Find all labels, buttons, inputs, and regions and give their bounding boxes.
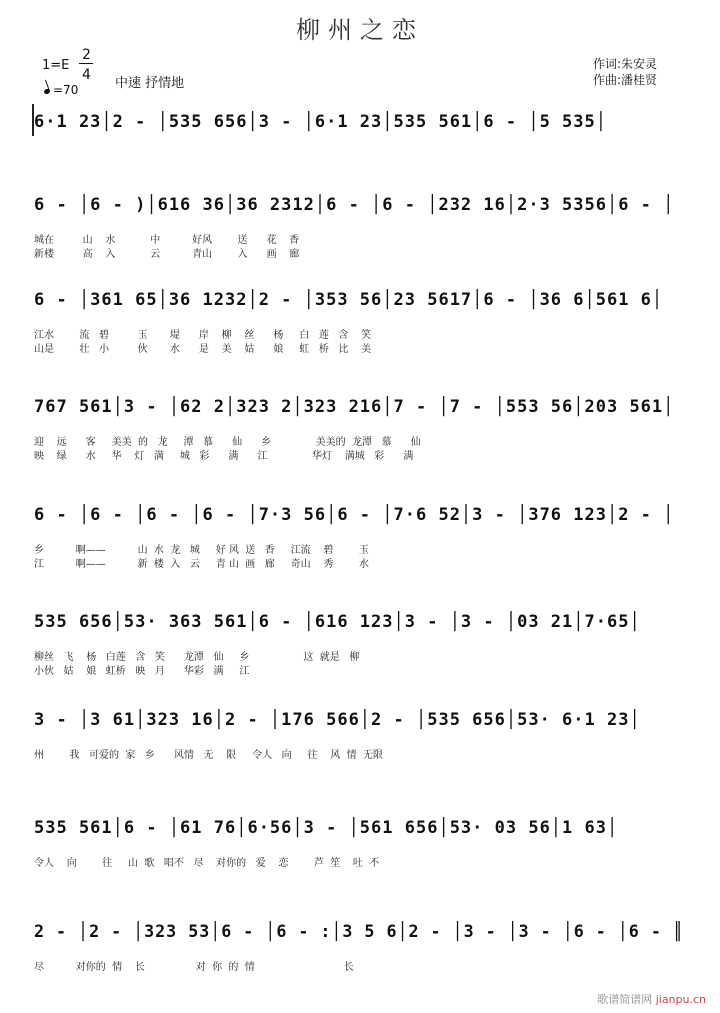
notation-line: 6 - │361 65│36 1232│2 - │353 56│23 5617│6 - │36 6│561 6│ (34, 290, 664, 310)
lyrics-verse-2: 小伙 姑 娘 虹桥 映 月 华彩 满 江 (34, 666, 250, 677)
lyrics-verse-1: 州 我 可爱的 家 乡 风情 无 限 令人 向 往 风 情 无限 (34, 750, 383, 761)
watermark-url: jianpu.cn (655, 993, 706, 1006)
watermark-site: 歌谱简谱网 (597, 993, 653, 1006)
score-row (34, 112, 694, 172)
notation-line: 535 561│6 - │61 76│6·56│3 - │561 656│53· 03 56│1 63│ (34, 818, 619, 838)
score-row (34, 505, 694, 570)
time-signature-numerator: 2 (82, 47, 91, 63)
lyrics-verse-1: 迎 远 客 美美 的 龙 潭 慕 仙 乡 美美的 龙潭 慕 仙 (34, 437, 421, 448)
notation-line: 6 - │6 - │6 - │6 - │7·3 56│6 - │7·6 52│3 - │376 123│2 - │ (34, 505, 675, 525)
score-row (34, 195, 694, 260)
time-signature-divider (79, 63, 93, 64)
lyrics-verse-1: 江水 流 碧 玉 堤 岸 柳 丝 杨 白 莲 含 笑 (34, 330, 372, 341)
lyrics-verse-1: 柳丝 飞 杨 白莲 含 笑 龙潭 仙 乡 这 就是 柳 (34, 652, 360, 663)
score-row (34, 397, 694, 462)
lyrics-verse-2: 映 绿 水 华 灯 满 城 彩 满 江 华灯 满城 彩 满 (34, 451, 414, 462)
lyrics-verse-1: 尽 对你的 情 长 对 你 的 情 长 (34, 962, 354, 973)
lyrics-verse-1: 城在 山 水 中 好风 送 花 香 (34, 235, 300, 246)
score-row (34, 818, 694, 878)
watermark (597, 991, 706, 1007)
notation-line: 535 656│53· 363 561│6 - │616 123│3 - │3 - │03 21│7·65│ (34, 612, 641, 632)
lyricist-credit: 作词:朱安灵 (593, 57, 658, 71)
expression-marking: 中速 抒情地 (115, 76, 185, 91)
score-row (34, 612, 694, 677)
lyrics-verse-1: 乡 啊—— 山 水 龙 城 好 风 送 香 江流 碧 玉 (34, 545, 369, 556)
lyrics-verse-1: 令人 向 往 山 歌 唱不 尽 对你的 爱 恋 芦 笙 吐 不 (34, 858, 380, 869)
notation-line: 3 - │3 61│323 16│2 - │176 566│2 - │535 656│53· 6·1 23│ (34, 710, 641, 730)
tempo-value: =70 (53, 83, 79, 97)
score-row (34, 290, 694, 355)
notation-line: 6 - │6 - )│616 36│36 2312│6 - │6 - │232 16│2·3 5356│6 - │ (34, 195, 675, 215)
score-row (34, 922, 694, 982)
composer-credit: 作曲:潘桂贤 (593, 73, 658, 87)
credits (593, 56, 657, 88)
lyrics-verse-2: 新楼 高 入 云 青山 入 画 廊 (34, 249, 300, 260)
song-title: 柳州之恋 (296, 16, 424, 44)
lyrics-verse-2: 山是 壮 小 伙 水 是 美 姑 娘 虹 桥 比 美 (34, 344, 372, 355)
notation-line: 2 - │2 - │323 53│6 - │6 - :│3 5 6│2 - │3 - │3 - │6 - │6 - ║ (34, 922, 684, 942)
score-row (34, 710, 694, 770)
notation-line: 6·1 23│2 - │535 656│3 - │6·1 23│535 561│6 - │5 535│ (34, 112, 607, 132)
key-signature: 1=E (42, 58, 70, 73)
repeat-start-barline (32, 104, 34, 136)
tempo-marking (44, 83, 78, 97)
quarter-note-icon (43, 88, 50, 95)
time-signature-denominator: 4 (82, 67, 91, 83)
notation-line: 767 561│3 - │62 2│323 2│323 216│7 - │7 - │553 56│203 561│ (34, 397, 675, 417)
lyrics-verse-2: 江 啊—— 新 楼 入 云 青 山 画 廊 奇山 秀 水 (34, 559, 369, 570)
